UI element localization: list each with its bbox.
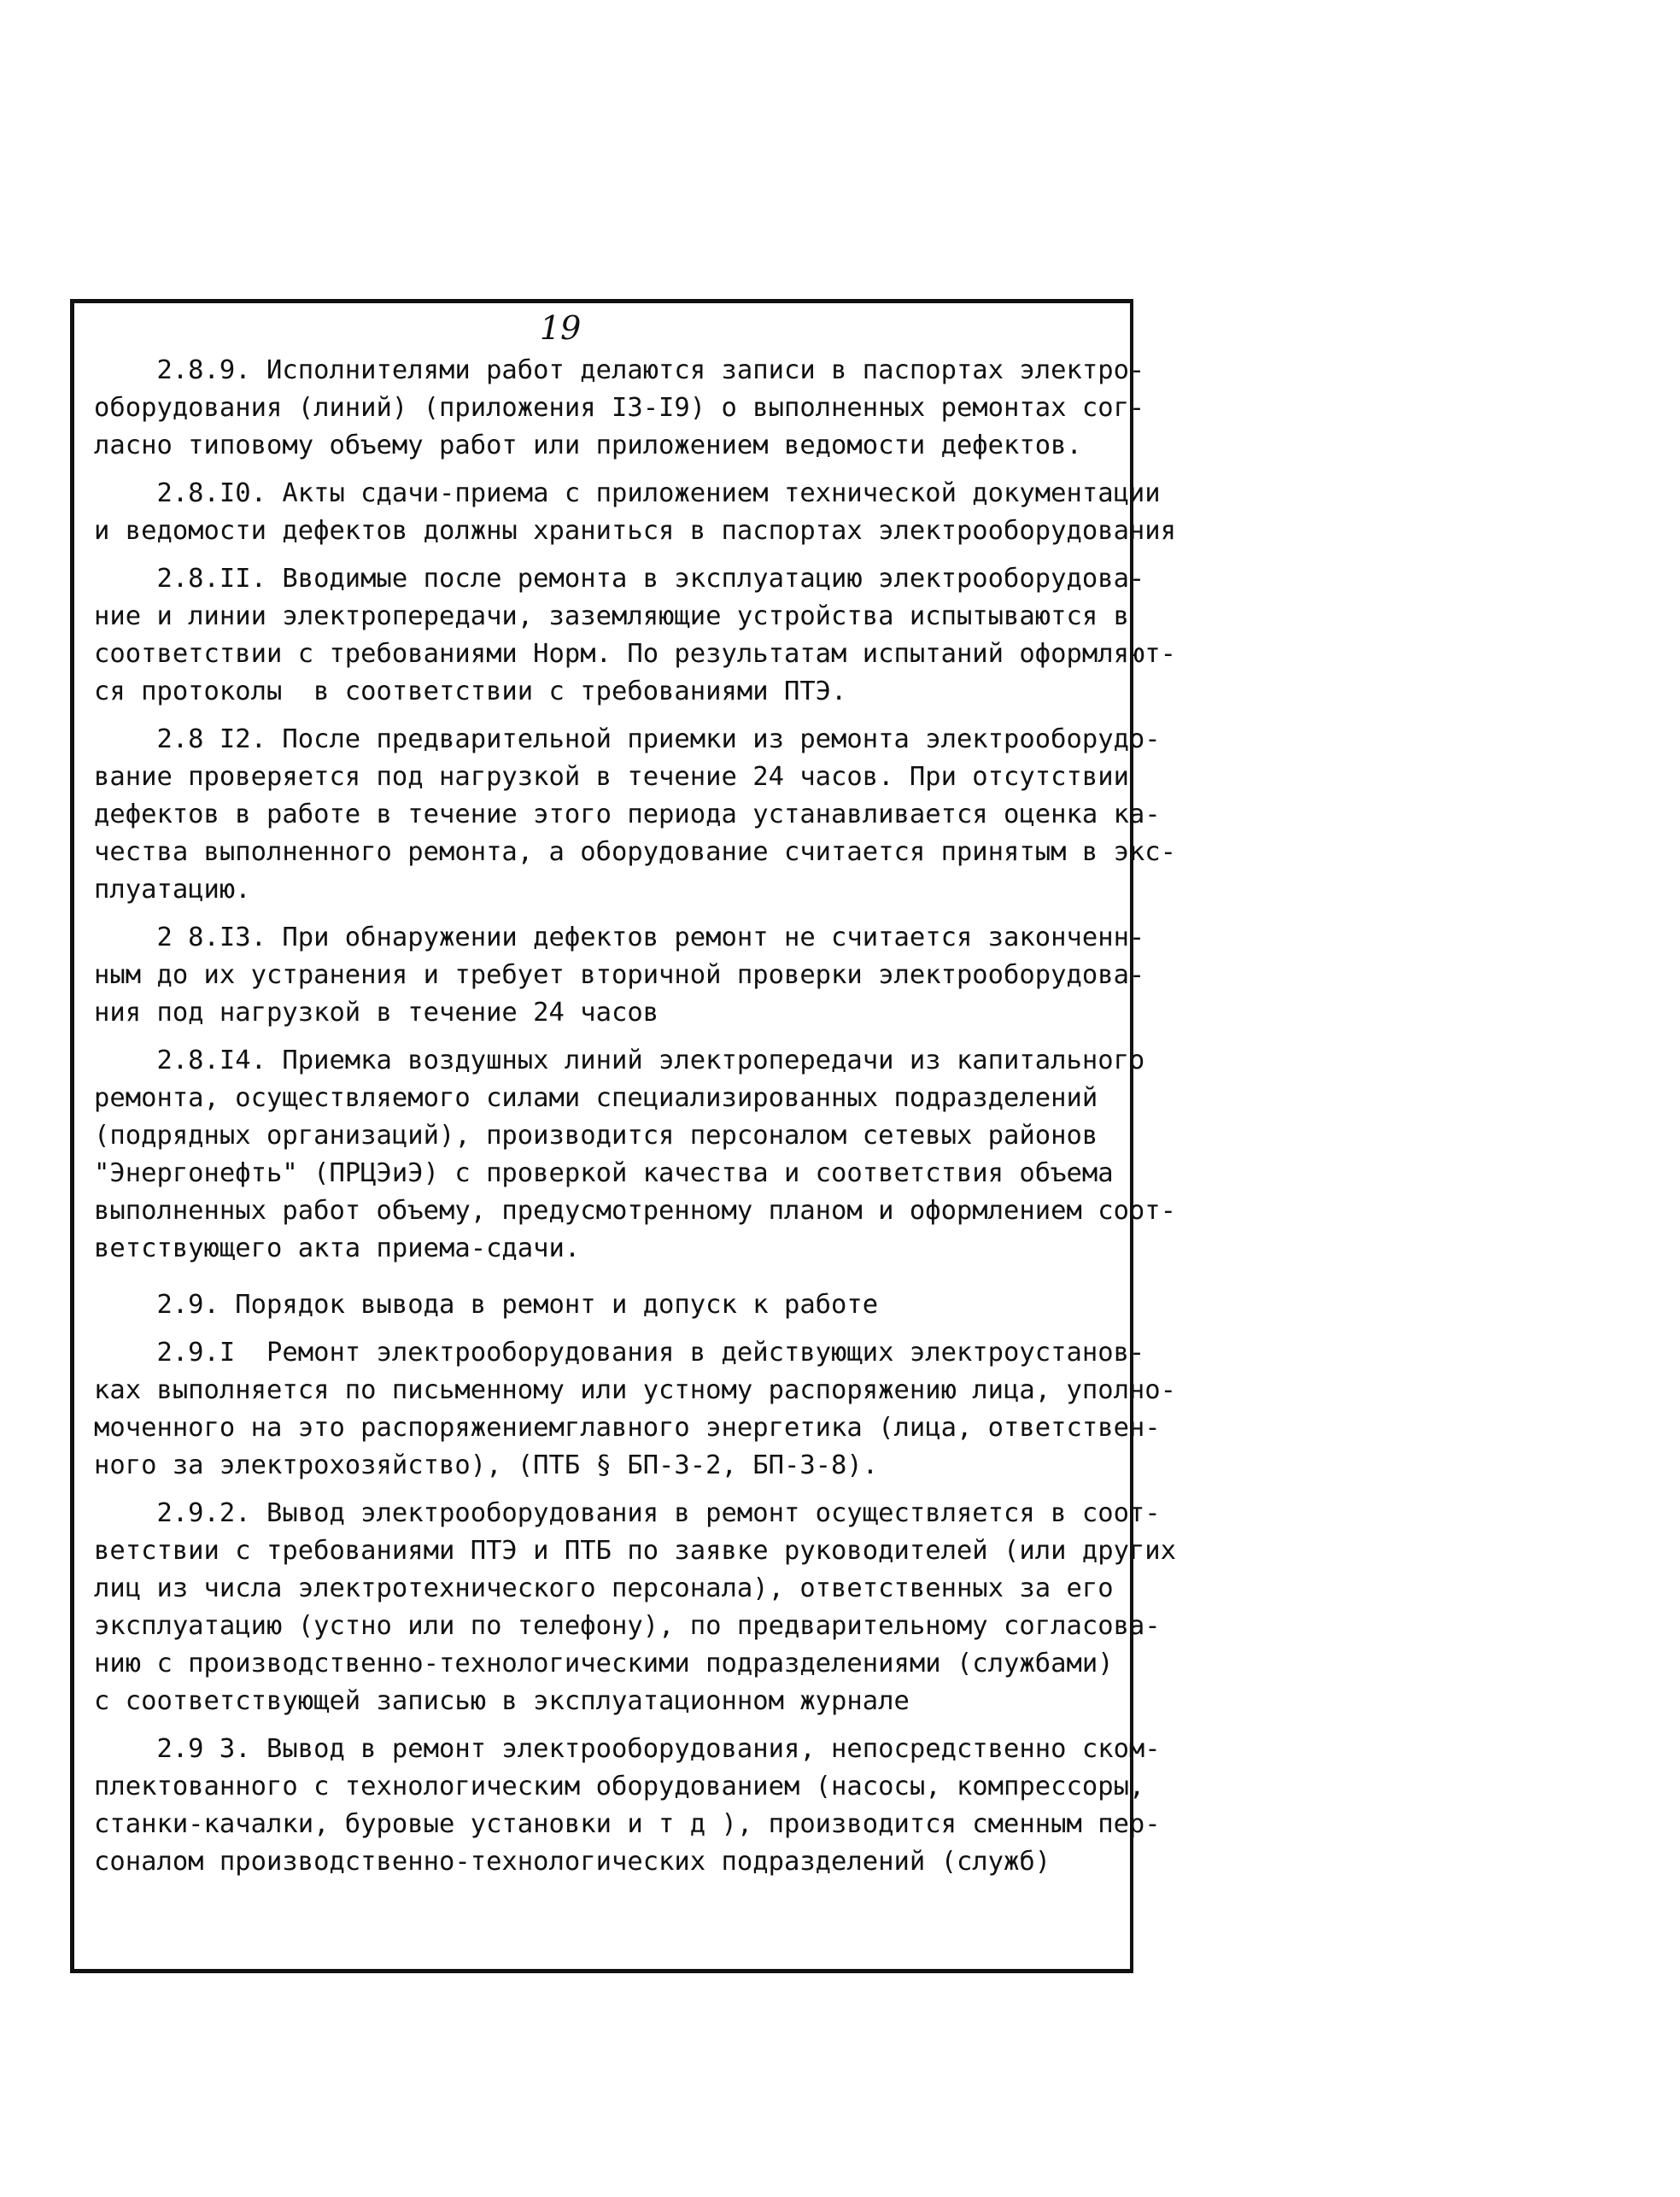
text-line: ния под нагрузкой в течение 24 часов xyxy=(94,998,659,1028)
text-line: ным до их устранения и требует вторичной проверки электрооборудова- xyxy=(94,960,1145,990)
text-line: ветствующего акта приема-сдачи. xyxy=(94,1233,581,1263)
text-line: соналом производственно-технологических подразделений (служб) xyxy=(94,1847,1051,1877)
paragraph xyxy=(94,919,1145,1032)
text-line: с соответствующей записью в эксплуатационном журнале xyxy=(94,1686,910,1716)
text-line: 2.8.I0. Акты сдачи-приема с приложением технической документации xyxy=(94,478,1161,508)
text-line: станки-качалки, буровые установки и т д ), производится сменным пер- xyxy=(94,1809,1161,1839)
text-line: 2.8 I2. После предварительной приемки из ремонта электрооборудо- xyxy=(94,724,1161,754)
text-line: дефектов в работе в течение этого периода устанавливается оценка ка- xyxy=(94,800,1161,829)
text-line: 2.9. Порядок вывода в ремонт и допуск к работе xyxy=(94,1290,879,1320)
text-line: 2.9.I Ремонт электрооборудования в действующих электроустанов- xyxy=(94,1338,1145,1368)
text-line: ся протоколы в соответствии с требованиями ПТЭ. xyxy=(94,677,847,706)
text-line: плектованного с технологическим оборудованием (насосы, компрессоры, xyxy=(94,1772,1145,1802)
text-line: и ведомости дефектов должны храниться в паспортах электрооборудования xyxy=(94,516,1177,546)
text-line: ремонта, осуществляемого силами специализированных подразделений xyxy=(94,1083,1098,1113)
text-line: 2.8.II. Вводимые после ремонта в эксплуатацию электрооборудова- xyxy=(94,564,1145,594)
text-line: "Энергонефть" (ПРЦЭиЭ) с проверкой качества и соответствия объема xyxy=(94,1158,1114,1188)
document-body xyxy=(94,352,1177,1891)
page-number: 19 xyxy=(540,309,582,347)
paragraph xyxy=(94,1042,1177,1268)
paragraph xyxy=(94,1334,1177,1485)
text-line: моченного на это распоряжениемглавного энергетика (лица, ответствен- xyxy=(94,1413,1161,1443)
section-heading xyxy=(94,1286,1132,1324)
text-line: ного за электрохозяйство), (ПТБ § БП-3-2, БП-3-8). xyxy=(94,1450,879,1480)
text-line: эксплуатацию (устно или по телефону), по предварительному согласова- xyxy=(94,1611,1161,1641)
paragraph xyxy=(94,721,1177,909)
paragraph xyxy=(94,560,1177,711)
text-line: плуатацию. xyxy=(94,875,251,905)
text-line: нию с производственно-технологическими подразделениями (службами) xyxy=(94,1649,1114,1679)
paragraph xyxy=(94,1495,1177,1720)
text-line: чества выполненного ремонта, а оборудование считается принятым в экс- xyxy=(94,837,1177,867)
paragraph xyxy=(94,352,1145,465)
text-line: вание проверяется под нагрузкой в течение 24 часов. При отсутствии xyxy=(94,762,1129,792)
text-line: ние и линии электропередачи, заземляющие устройства испытываются в xyxy=(94,601,1129,631)
text-line: ветствии с требованиями ПТЭ и ПТБ по заявке руководителей (или других xyxy=(94,1536,1177,1566)
text-line: 2 8.I3. При обнаружении дефектов ремонт не считается законченн- xyxy=(94,923,1145,952)
text-line: 2.9.2. Вывод электрооборудования в ремонт осуществляется в соот- xyxy=(94,1498,1161,1528)
text-line: 2.8.9. Исполнителями работ делаются записи в паспортах электро- xyxy=(94,355,1145,385)
paragraph xyxy=(94,1731,1161,1881)
text-line: ласно типовому объему работ или приложением ведомости дефектов. xyxy=(94,431,1082,460)
text-line: 2.8.I4. Приемка воздушных линий электропередачи из капитального xyxy=(94,1046,1145,1075)
text-line: соответствии с требованиями Норм. По результатам испытаний оформляют- xyxy=(94,639,1177,669)
text-line: лиц из числа электротехнического персонала), ответственных за его xyxy=(94,1573,1114,1603)
text-line: ках выполняется по письменному или устному распоряжению лица, уполно- xyxy=(94,1375,1177,1405)
text-line: 2.9 3. Вывод в ремонт электрооборудования, непосредственно ском- xyxy=(94,1734,1161,1764)
text-line: выполненных работ объему, предусмотренному планом и оформлением соот- xyxy=(94,1196,1177,1226)
paragraph xyxy=(94,475,1177,550)
text-line: (подрядных организаций), производится персоналом сетевых районов xyxy=(94,1121,1098,1151)
text-line: оборудования (линий) (приложения I3-I9) о выполненных ремонтах сог- xyxy=(94,393,1145,423)
